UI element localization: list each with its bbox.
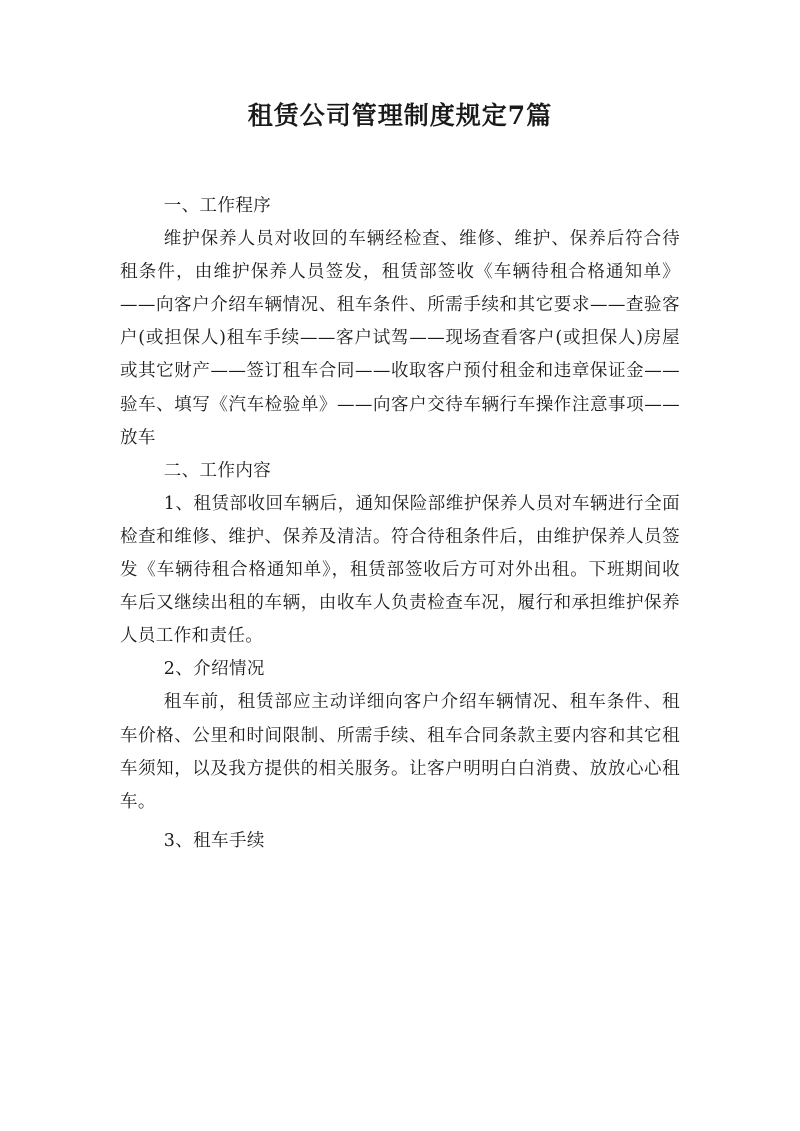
paragraph-introduction: 租车前，租赁部应主动详细向客户介绍车辆情况、租车条件、租车价格、公里和时间限制、所需手续、租车合同条款主要内容和其它租车须知，以及我方提供的相关服务。让客户明明白白消费、放放心心租车。 — [120, 692, 680, 812]
paragraph-vehicle-return: 1、租赁部收回车辆后，通知保险部维护保养人员对车辆进行全面检查和维修、维护、保养及清洁。符合待租条件后，由维护保养人员签发《车辆待租合格通知单》，租赁部签收后方可对外出租。下班期间收车后又继续出租的车辆，由收车人负责检查车况，履行和承担维护保养人员工作和责任。 — [120, 493, 680, 647]
page-title: 租赁公司管理制度规定7篇 — [247, 101, 553, 130]
paragraph-procedure: 维护保养人员对收回的车辆经检查、维修、维护、保养后符合待租条件，由维护保养人员签发，租赁部签收《车辆待租合格通知单》——向客户介绍车辆情况、租车条件、所需手续和其它要求——查验客户(或担保人)租车手续——客户试驾——现场查看客户(或担保人)房屋或其它财产——签订租车合同——收取客户预付租金和违章保证金——验车、填写《汽车检验单》——向客户交待车辆行车操作注意事项——放车 — [120, 229, 680, 448]
document-body — [120, 190, 680, 858]
section-heading-procedure: 一、工作程序 — [163, 196, 272, 216]
subheading-introduction: 2、介绍情况 — [163, 659, 265, 680]
subheading-rental-procedures: 3、租车手续 — [163, 830, 265, 851]
section-heading-content: 二、工作内容 — [163, 460, 272, 481]
